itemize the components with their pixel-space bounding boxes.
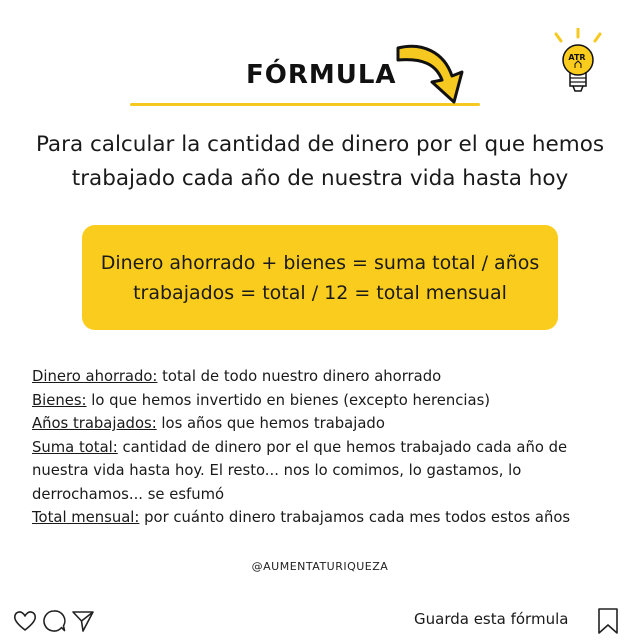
account-handle: @AUMENTATURIQUEZA (251, 560, 389, 573)
save-label: Guarda esta fórmula (414, 610, 569, 628)
definition-term: Total mensual: (32, 509, 140, 526)
definition-item (32, 412, 622, 436)
definition-item (32, 506, 622, 530)
page-title: FÓRMULA (246, 60, 397, 90)
definition-item (32, 365, 622, 389)
subtitle: Para calcular la cantidad de dinero por el que hemos trabajado cada año de nuestra vida hasta hoy (35, 132, 605, 191)
definition-term: Bienes: (32, 391, 87, 409)
definition-term: Años trabajados: (32, 415, 157, 432)
curved-arrow-icon (392, 38, 476, 112)
share-icon[interactable] (70, 608, 96, 634)
formula-text (101, 248, 540, 308)
definition-item (32, 389, 622, 413)
logo-text: ATR (568, 53, 586, 62)
formula-line-2: trabajados = total / 12 = total mensual (133, 281, 507, 304)
definition-text: lo que hemos invertido en bienes (excepto herencias) (86, 391, 491, 409)
action-icons (12, 608, 96, 634)
definition-term: Suma total: (32, 438, 118, 456)
lightbulb-logo-icon (548, 28, 608, 100)
definitions-list (32, 365, 622, 530)
definition-text: por cuánto dinero trabajamos cada mes todos estos años (139, 509, 571, 526)
definition-text: total de todo nuestro dinero ahorrado (157, 368, 442, 385)
formula-line-1: Dinero ahorrado + bienes = suma total / años (100, 251, 540, 274)
definition-text: cantidad de dinero por el que hemos trabajado cada año de nuestra vida hasta hoy. El resto... nos lo comimos, lo gastamos, lo derrochamos... se esfumó (32, 438, 568, 503)
definition-item (32, 436, 622, 507)
formula-box (82, 225, 558, 330)
comment-icon[interactable] (41, 608, 67, 634)
definition-text: los años que hemos trabajado (156, 415, 385, 432)
bookmark-icon[interactable] (597, 607, 619, 635)
definition-term: Dinero ahorrado: (32, 368, 158, 385)
heart-icon[interactable] (12, 608, 38, 634)
